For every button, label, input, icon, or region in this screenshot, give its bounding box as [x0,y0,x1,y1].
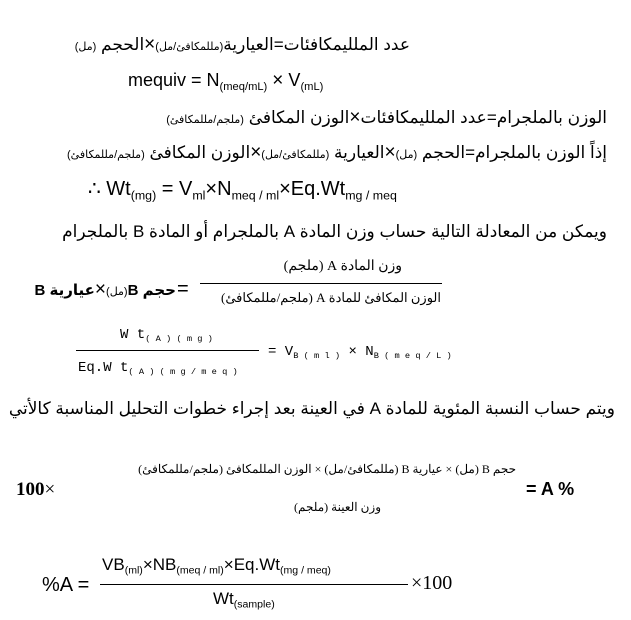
formula-text: NB [152,555,177,574]
formula-text: N [217,178,232,200]
eq3-numerator: حجم B (مل) × عيارية B (مللمكافئ/مل) × الوزن المللمكافئ (ملجم/مللمكافئ) [138,462,516,476]
eq4-denominator [213,589,275,609]
ar-sub: (مل) [74,41,97,53]
formula-text: mequiv = N [128,70,220,90]
ar-text: عيارية B [34,282,95,299]
therefore-sign: ∴ [88,178,101,200]
eq2-numerator [120,327,213,343]
line-weight-arabic-2 [67,142,607,164]
formula-sub: ( A ) ( m g ) [145,334,213,345]
eq3-result: = A % [526,479,575,499]
formula-text: Eq.W t [78,360,129,376]
ar-text: الوزن المكافئ [248,108,350,127]
eq1-numerator: وزن المادة A (ملجم) [283,259,402,274]
formula-sub: (meq/mL) [219,80,268,93]
formula-text: Wt [106,178,131,200]
times-sign: × [272,70,284,91]
times-sign: × [44,479,56,500]
ar-sub: (مللمكافئ/مل) [261,149,330,161]
formula-sub: (ml) [124,564,143,577]
formula-sub: B ( m e q / L ) [373,351,452,362]
times-sign: × [144,34,156,55]
times-sign: × [349,107,361,128]
formula-text: = V [161,178,193,200]
formula-sub: meq / ml [231,188,280,203]
eq4-times-hundred [411,572,452,595]
eq1-denominator: الوزن المكافئ للمادة A (ملجم/مللمكافئ) [221,290,441,305]
paragraph-intro: ويمكن من المعادلة التالية حساب وزن المادة A بالملجرام أو المادة B بالملجرام [62,222,607,241]
formula-text: N [365,344,374,360]
formula-text: = V [268,344,294,360]
ar-sub: (مللمكافئ/مل) [155,41,224,53]
line-weight-arabic [166,107,607,129]
formula-sub: ( A ) ( m g / m e q ) [128,367,238,378]
eq4-left: %A = [42,574,90,596]
ar-text: الوزن بالملجرام=عدد الملليمكافئات [360,108,607,127]
number: 100 [422,572,453,594]
eq2-fraction-bar [76,350,259,351]
ar-text: إذاً الوزن بالملجرام=الحجم [421,143,607,162]
ar-text: الوزن المكافئ [149,143,251,162]
eq4-fraction-bar [100,584,408,585]
number: 100 [16,479,45,500]
eq1-fraction-bar [200,283,442,284]
line-weight-formula [88,176,397,201]
ar-text: حجم B [127,282,176,299]
formula-sub: (mg / meq) [280,564,331,577]
times-sign: × [205,178,218,200]
paragraph-percent: ويتم حساب النسبة المئوية للمادة A في العينة بعد إجراء خطوات التحليل المناسبة كالأتي [8,399,615,418]
line-mequiv-formula [128,70,323,92]
formula-sub: mg / meq [345,188,397,203]
eq2-denominator [78,360,238,376]
formula-sub: (mL) [300,80,324,93]
line-mequiv-arabic [75,34,410,56]
ar-sub: (ملجم/مللمكافئ) [67,149,145,161]
eq1-equals: = [177,278,189,300]
ar-sub: (مل) [395,149,418,161]
formula-sub: (mg) [130,188,157,203]
times-sign: × [94,279,107,300]
times-sign: × [250,142,262,163]
formula-text: W t [120,327,146,343]
formula-text: V [288,70,301,90]
times-sign: × [348,344,357,360]
ar-text: الحجم [101,35,145,54]
formula-text: Wt [213,589,234,608]
times-sign: × [142,555,153,574]
times-sign: × [411,572,423,594]
formula-sub: B ( m l ) [293,351,341,362]
times-sign: × [279,178,291,200]
formula-sub: (meq / ml) [176,564,224,577]
eq3-denominator: وزن العينة (ملجم) [294,500,381,514]
ar-sub: (مل) [106,286,128,298]
times-sign: × [223,555,234,574]
eq2-right [268,344,452,360]
eq3-hundred [16,479,55,501]
ar-text: عدد الملليمكافئات=العيارية [223,35,410,54]
formula-sub: (sample) [233,598,275,611]
eq4-numerator [102,555,331,575]
ar-sub: (ملجم/مللمكافئ) [166,114,244,126]
formula-sub: ml [192,188,206,203]
eq1-left [35,279,176,301]
formula-text: Eq.Wt [290,178,346,200]
formula-text: VB [102,555,125,574]
times-sign: × [384,142,396,163]
ar-text: العيارية [334,143,385,162]
formula-text: Eq.Wt [233,555,281,574]
